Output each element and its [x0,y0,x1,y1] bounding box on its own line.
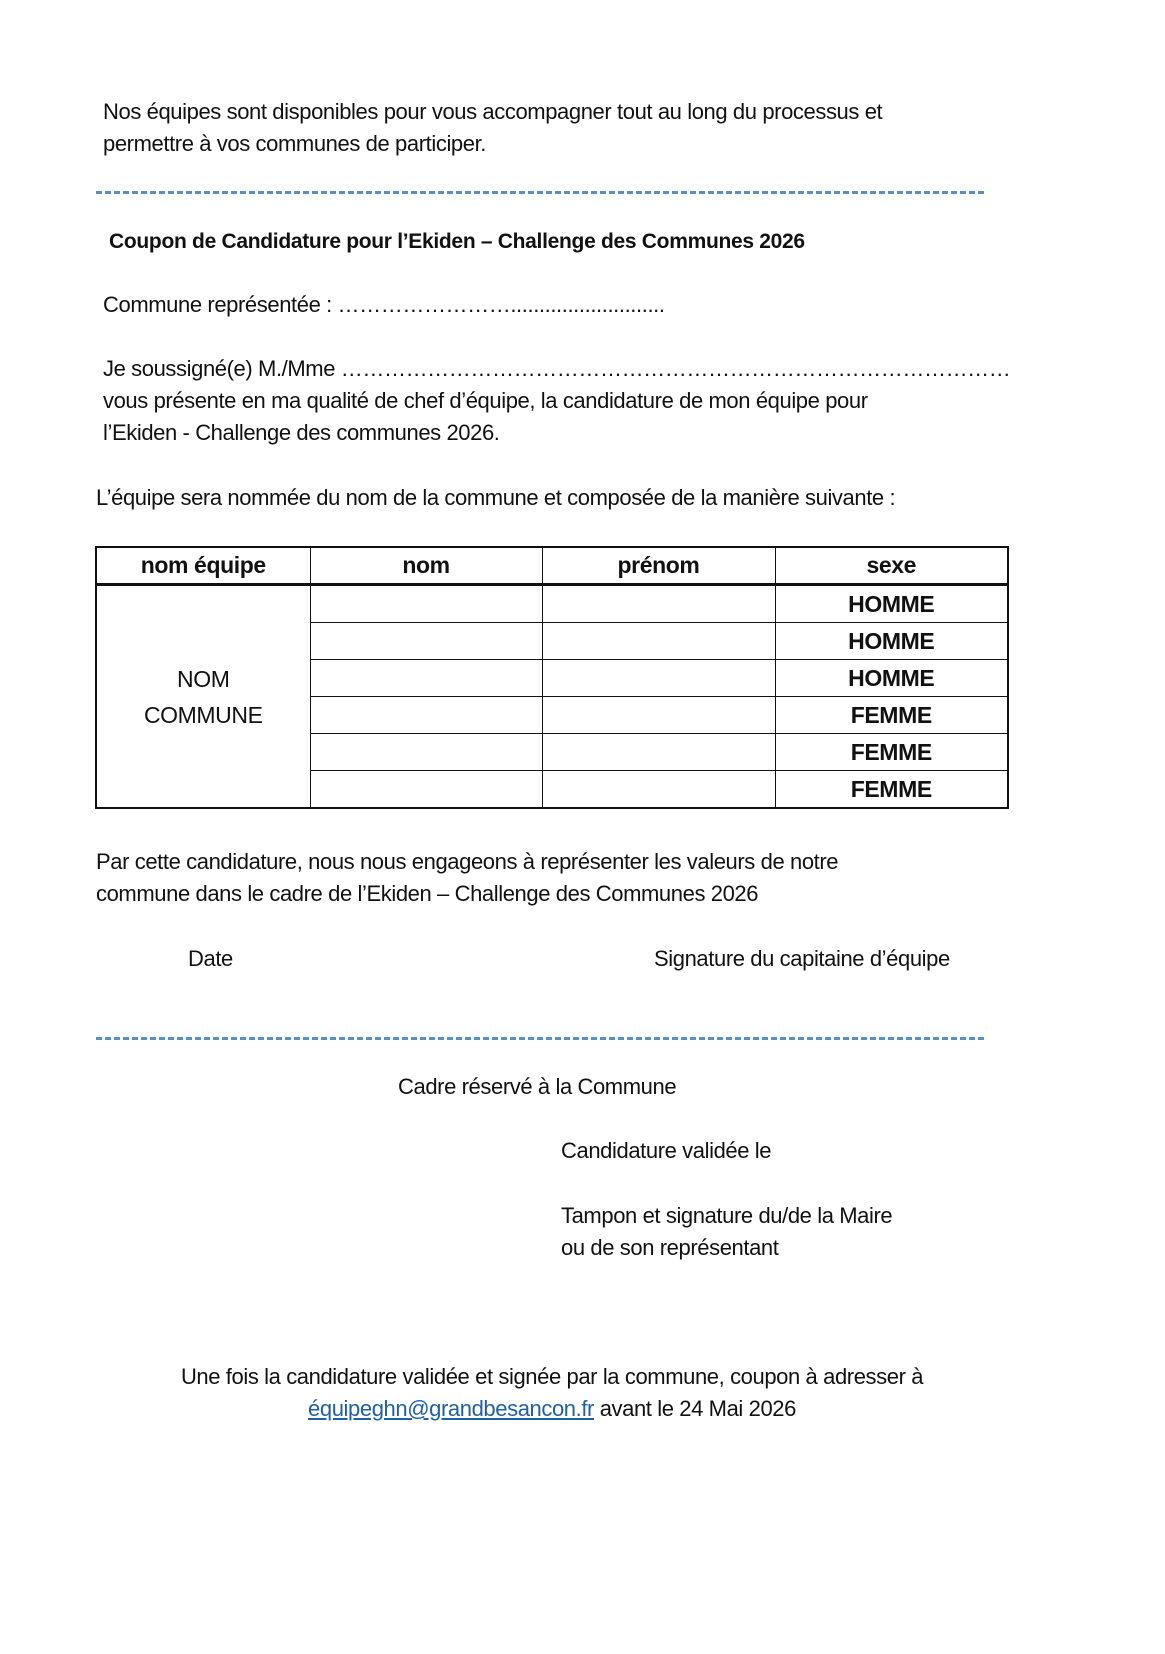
declaration-paragraph [103,353,1010,449]
header-team-name: nom équipe [96,547,310,585]
declaration-line-3: l’Ekiden - Challenge des communes 2026. [103,420,500,445]
engagement-paragraph [96,846,838,910]
last-name-cell[interactable] [310,623,542,660]
date-label: Date [188,946,233,971]
stamp-line-1: Tampon et signature du/de la Maire [561,1203,893,1228]
table-row [96,585,1008,623]
intro-paragraph [103,96,882,160]
email-link[interactable]: équipeghn@grandbesancon.fr [308,1396,594,1421]
sex-cell: FEMME [775,734,1008,771]
last-name-cell[interactable] [310,734,542,771]
header-sex: sexe [775,547,1008,585]
engagement-line-1: Par cette candidature, nous nous engageons à représenter les valeurs de notre [96,849,839,874]
footer-line-2 [0,1393,1104,1425]
sex-cell: FEMME [775,771,1008,809]
sex-cell: HOMME [775,623,1008,660]
last-name-cell[interactable] [310,771,542,809]
declaration-name-field[interactable]: Je soussigné(e) M./Mme ………………………………………………………………………………… [103,356,1011,381]
sex-cell: HOMME [775,660,1008,697]
validated-date-label: Candidature validée le [561,1138,772,1163]
table-header-row [96,547,1008,585]
declaration-line-2: vous présente en ma qualité de chef d’équipe, la candidature de mon équipe pour [103,388,868,413]
captain-signature-label: Signature du capitaine d’équipe [654,946,950,971]
team-intro: L’équipe sera nommée du nom de la commune et composée de la manière suivante : [96,485,896,510]
first-name-cell[interactable] [542,734,775,771]
mayor-stamp-block [561,1200,892,1264]
commune-section-title: Cadre réservé à la Commune [398,1074,677,1099]
sex-cell: HOMME [775,585,1008,623]
first-name-cell[interactable] [542,771,775,809]
intro-line-1: Nos équipes sont disponibles pour vous accompagner tout au long du processus et [103,99,883,124]
team-name-line-2: COMMUNE [143,701,263,728]
commune-field[interactable]: Commune représentée : ……………………........................... [103,292,665,317]
engagement-line-2: commune dans le cadre de l’Ekiden – Challenge des Communes 2026 [96,881,759,906]
last-name-cell[interactable] [310,697,542,734]
coupon-title: Coupon de Candidature pour l’Ekiden – Challenge des Communes 2026 [109,230,805,253]
team-name-cell [96,585,310,809]
last-name-cell[interactable] [310,660,542,697]
first-name-cell[interactable] [542,660,775,697]
footer-instructions [0,1361,1104,1425]
first-name-cell[interactable] [542,623,775,660]
intro-line-2: permettre à vos communes de participer. [103,131,487,156]
cut-line-top [96,191,984,194]
team-table [95,546,1009,809]
first-name-cell[interactable] [542,585,775,623]
sex-cell: FEMME [775,697,1008,734]
cut-line-bottom [96,1037,984,1040]
header-last-name: nom [310,547,542,585]
deadline-text: avant le 24 Mai 2026 [593,1396,796,1421]
stamp-line-2: ou de son représentant [561,1235,779,1260]
first-name-cell[interactable] [542,697,775,734]
header-first-name: prénom [542,547,775,585]
footer-line-1: Une fois la candidature validée et signée par la commune, coupon à adresser à [180,1364,924,1389]
team-name-line-1: NOM [177,665,230,692]
last-name-cell[interactable] [310,585,542,623]
